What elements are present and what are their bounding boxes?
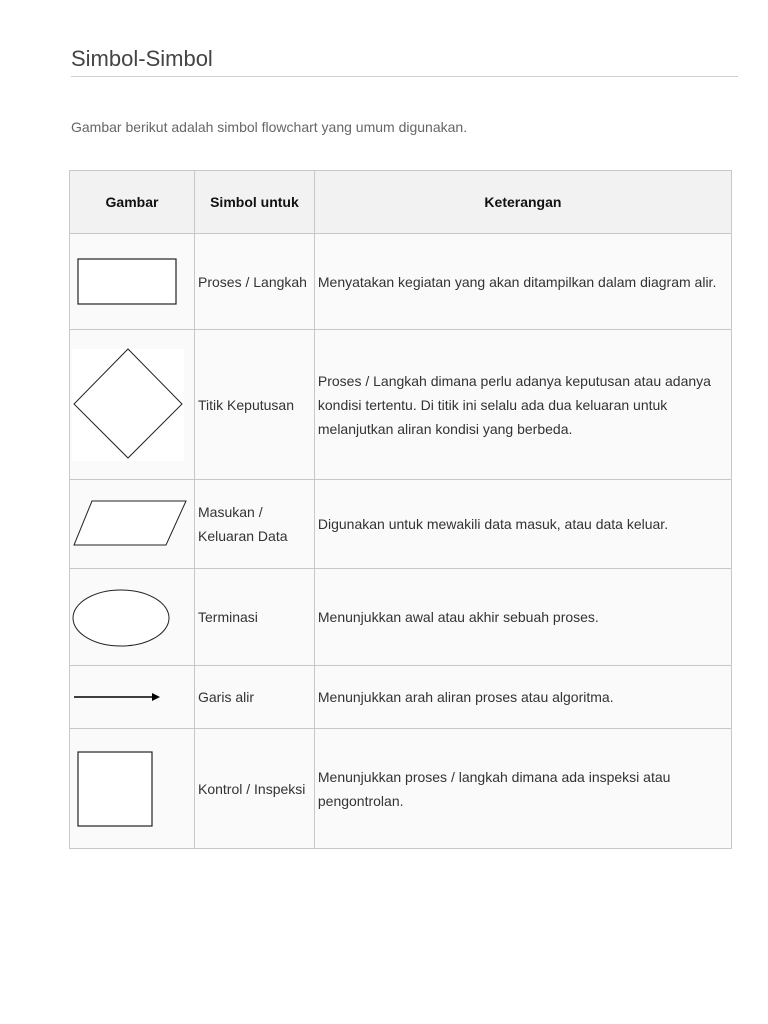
symbol-description: Menunjukkan awal atau akhir sebuah proses. bbox=[314, 569, 731, 666]
page-title: Simbol-Simbol bbox=[71, 46, 213, 71]
symbol-image-cell bbox=[70, 569, 195, 666]
symbol-description: Menunjukkan proses / langkah dimana ada inspeksi atau pengontrolan. bbox=[314, 729, 731, 849]
table-row bbox=[70, 569, 732, 666]
symbol-image-cell bbox=[70, 666, 195, 729]
symbol-name: Kontrol / Inspeksi bbox=[195, 729, 315, 849]
symbol-name: Terminasi bbox=[195, 569, 315, 666]
symbol-name: Masukan / Keluaran Data bbox=[195, 480, 315, 569]
symbol-description: Menyatakan kegiatan yang akan ditampilkan dalam diagram alir. bbox=[314, 234, 731, 330]
symbol-image-cell bbox=[70, 729, 195, 849]
title-divider bbox=[71, 76, 738, 77]
ellipse-terminator-icon bbox=[70, 569, 194, 665]
symbol-description: Digunakan untuk mewakili data masuk, atau data keluar. bbox=[314, 480, 731, 569]
symbol-description: Menunjukkan arah aliran proses atau algoritma. bbox=[314, 666, 731, 729]
symbol-name: Proses / Langkah bbox=[195, 234, 315, 330]
symbol-image-cell bbox=[70, 234, 195, 330]
intro-text: Gambar berikut adalah simbol flowchart yang umum digunakan. bbox=[71, 119, 468, 135]
flowchart-symbols-table bbox=[69, 170, 732, 849]
symbol-image-cell bbox=[70, 330, 195, 480]
header-gambar: Gambar bbox=[70, 171, 195, 234]
table-header-row bbox=[70, 171, 732, 234]
symbol-image-cell bbox=[70, 480, 195, 569]
header-simbol-untuk: Simbol untuk bbox=[195, 171, 315, 234]
symbol-name: Garis alir bbox=[195, 666, 315, 729]
rectangle-process-icon bbox=[70, 234, 194, 329]
table-row bbox=[70, 234, 732, 330]
diamond-decision-icon bbox=[70, 330, 194, 479]
symbol-name: Titik Keputusan bbox=[195, 330, 315, 480]
symbol-description: Proses / Langkah dimana perlu adanya keputusan atau adanya kondisi tertentu. Di titik ini selalu ada dua keluaran untuk melanjutkan aliran kondisi yang berbeda. bbox=[314, 330, 731, 480]
table-row bbox=[70, 480, 732, 569]
table-row bbox=[70, 729, 732, 849]
table-row bbox=[70, 330, 732, 480]
square-control-icon bbox=[70, 729, 194, 848]
parallelogram-io-icon bbox=[70, 480, 194, 568]
table-row bbox=[70, 666, 732, 729]
arrow-flow-line-icon bbox=[70, 666, 194, 728]
header-keterangan: Keterangan bbox=[314, 171, 731, 234]
